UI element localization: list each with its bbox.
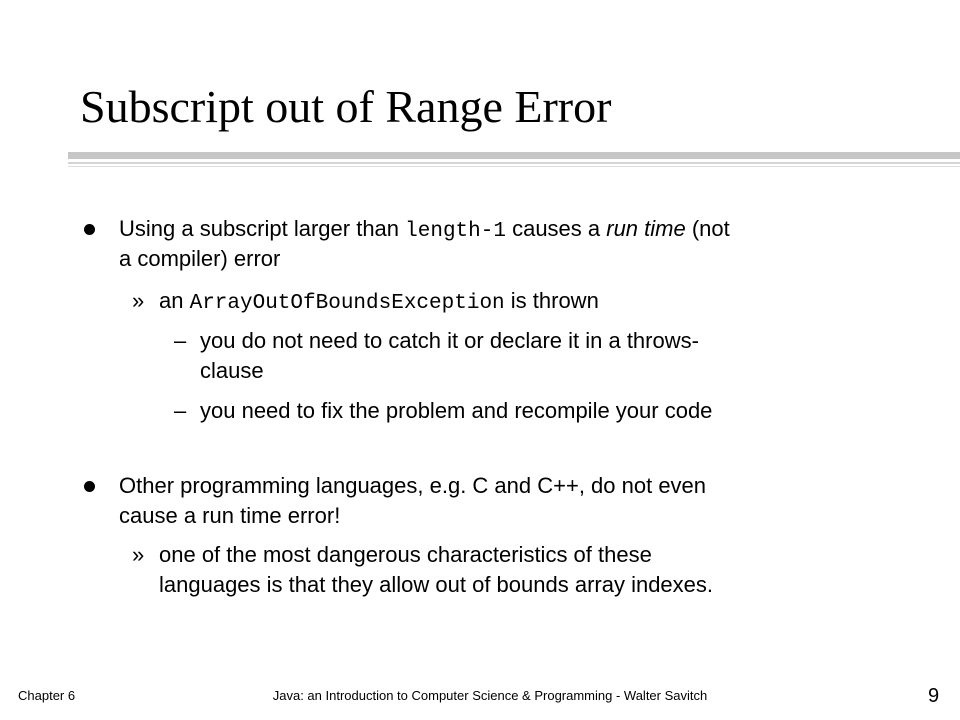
slide-title: Subscript out of Range Error (80, 81, 612, 132)
title-divider-thin (68, 162, 960, 164)
bullet-1-line-1: Using a subscript larger than length-1 causes a run time (not (119, 216, 730, 243)
footer-chapter: Chapter 6 (18, 688, 76, 703)
title-divider-thin-2 (68, 166, 960, 167)
emphasis-run-time: run time (606, 216, 686, 241)
dash-point-2: you need to fix the problem and recompile your code (200, 398, 713, 423)
dash-marker-2: – (174, 398, 187, 423)
code-length-1: length-1 (405, 220, 506, 243)
bullet-2-line-2: cause a run time error! (119, 503, 341, 528)
code-exception-name: ArrayOutOfBoundsException (189, 292, 505, 315)
bullet-1-line-2: a compiler) error (119, 246, 281, 271)
sub-bullet-marker-2: » (132, 542, 145, 567)
bullet-2-line-1: Other programming languages, e.g. C and C++, do not even (119, 473, 707, 498)
sub-bullet-2-line-2: languages is that they allow out of bounds array indexes. (159, 572, 714, 597)
title-divider (68, 152, 960, 159)
dash-point-1-line-2: clause (200, 358, 264, 383)
bullet-dot-2 (84, 481, 95, 492)
footer-course-title: Java: an Introduction to Computer Science & Programming - Walter Savitch (272, 688, 708, 703)
dash-marker-1: – (174, 328, 187, 353)
page-number: 9 (928, 685, 940, 707)
sub-bullet-2-line-1: one of the most dangerous characteristics of these (159, 542, 652, 567)
dash-point-1-line-1: you do not need to catch it or declare it in a throws- (200, 328, 699, 353)
sub-bullet-marker-1: » (132, 288, 145, 313)
bullet-dot-1 (84, 224, 95, 235)
sub-bullet-1: an ArrayOutOfBoundsException is thrown (159, 288, 599, 315)
